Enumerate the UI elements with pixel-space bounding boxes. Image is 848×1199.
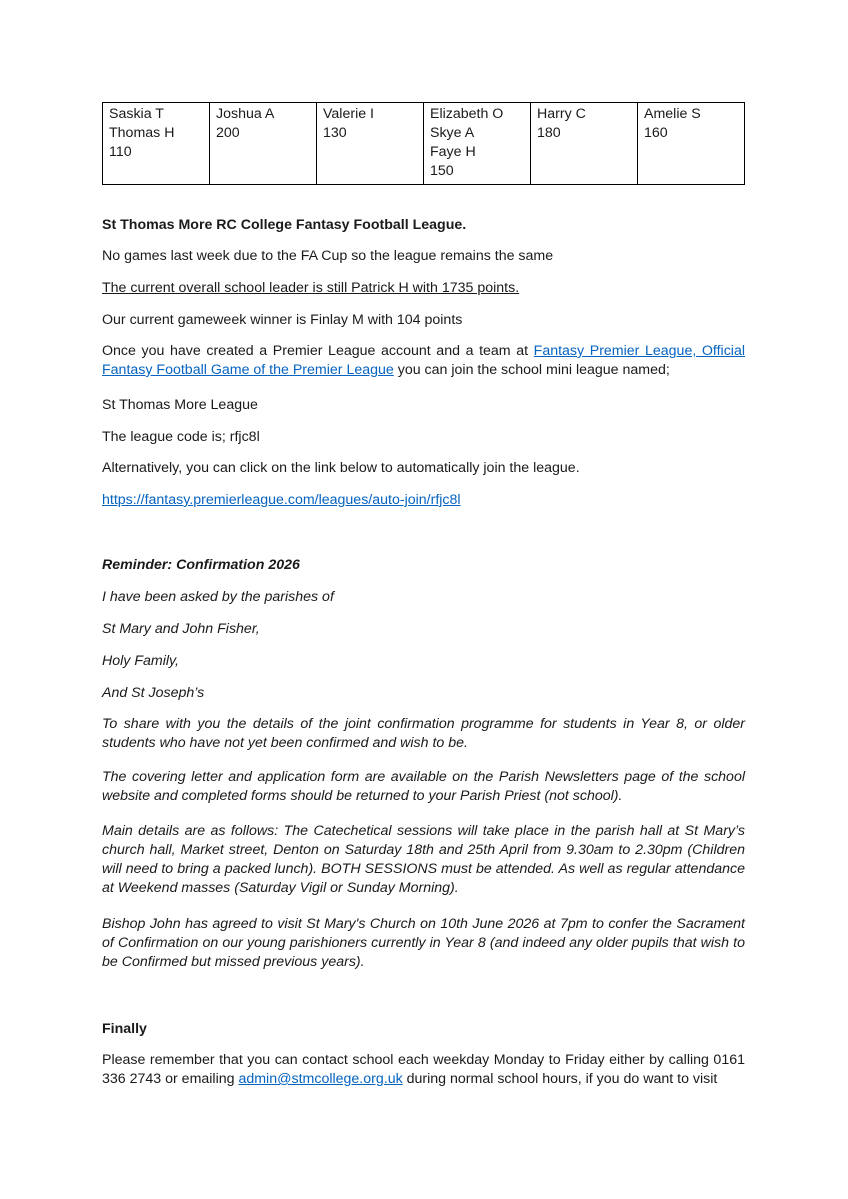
fantasy-premier-league-link[interactable]: Fantasy Premier League, Official Fantasy Football Game of the Premier League bbox=[102, 343, 745, 378]
join-text: you can join the school mini league named; bbox=[393, 362, 670, 378]
cell-line: 150 bbox=[430, 163, 454, 179]
cell-line: 110 bbox=[109, 144, 132, 160]
confirmation-details-paragraph: Main details are as follows: The Catechetical sessions will take place in the parish hall at St Mary’s church hall, Market street, Denton on Saturday 18th and 25th April from 9.30am to 2.30pm (Children will need to bring a packed lunch). BOTH SESSIONS must be attended. As well as regular attendance at Weekend masses (Saturday Vigil or Sunday Morning). bbox=[102, 823, 745, 896]
scores-table bbox=[102, 102, 745, 185]
fantasy-leader-text: The current overall school leader is still Patrick H with 1735 points. bbox=[102, 280, 520, 296]
table-cell bbox=[317, 103, 424, 185]
fantasy-paragraph: No games last week due to the FA Cup so the league remains the same bbox=[102, 248, 554, 264]
fantasy-league-name: St Thomas More League bbox=[102, 397, 258, 413]
cell-line: Joshua A bbox=[216, 106, 275, 122]
confirmation-paragraph: The covering letter and application form are available on the Parish Newsletters page of the school website and completed forms should be returned to your Parish Priest (not school). bbox=[102, 769, 745, 804]
fantasy-join-paragraph bbox=[102, 342, 745, 380]
confirmation-paragraph: I have been asked by the parishes of bbox=[102, 589, 334, 605]
fantasy-league-code: The league code is; rfjc8l bbox=[102, 429, 260, 445]
table-row bbox=[103, 103, 745, 185]
cell-line: Valerie I bbox=[323, 106, 374, 122]
fantasy-paragraph: Our current gameweek winner is Finlay M with 104 points bbox=[102, 312, 463, 328]
fantasy-heading: St Thomas More RC College Fantasy Football League. bbox=[102, 217, 467, 233]
cell-line: Amelie S bbox=[644, 106, 701, 122]
table-cell bbox=[638, 103, 745, 185]
contact-text: Please remember that you can contact school each weekday Monday to Friday either by calling 0161 336 2743 or emailing bbox=[102, 1052, 745, 1087]
contact-text: during normal school hours, if you do want to visit bbox=[402, 1071, 718, 1087]
confirmation-paragraph: And St Joseph’s bbox=[102, 685, 205, 701]
join-text: Once you have created a Premier League account and a team at bbox=[102, 343, 534, 359]
table-cell bbox=[103, 103, 210, 185]
cell-line: Harry C bbox=[537, 106, 586, 122]
cell-line: 200 bbox=[216, 125, 240, 141]
cell-line: 180 bbox=[537, 125, 561, 141]
confirmation-paragraph: St Mary and John Fisher, bbox=[102, 621, 260, 637]
confirmation-paragraph: To share with you the details of the joint confirmation programme for students in Year 8, or older students who have not yet been confirmed and wish to be. bbox=[102, 716, 745, 751]
fantasy-paragraph: Alternatively, you can click on the link below to automatically join the league. bbox=[102, 460, 580, 476]
cell-line: Skye A bbox=[430, 125, 475, 141]
school-email-link[interactable]: admin@stmcollege.org.uk bbox=[238, 1071, 403, 1087]
cell-line: Saskia T bbox=[109, 106, 164, 122]
finally-paragraph bbox=[102, 1051, 745, 1089]
cell-line: Faye H bbox=[430, 144, 476, 160]
confirmation-paragraph: Holy Family, bbox=[102, 653, 179, 669]
table-cell bbox=[210, 103, 317, 185]
cell-line: 160 bbox=[644, 125, 668, 141]
auto-join-link[interactable]: https://fantasy.premierleague.com/leagues/auto-join/rfjc8l bbox=[102, 492, 461, 508]
finally-heading: Finally bbox=[102, 1021, 147, 1037]
cell-line: Thomas H bbox=[109, 125, 175, 141]
table-cell bbox=[531, 103, 638, 185]
cell-line: Elizabeth O bbox=[430, 106, 504, 122]
fantasy-join-link-line bbox=[102, 491, 745, 510]
cell-line: 130 bbox=[323, 125, 347, 141]
confirmation-heading: Reminder: Confirmation 2026 bbox=[102, 557, 300, 573]
confirmation-bishop-paragraph: Bishop John has agreed to visit St Mary's Church on 10th June 2026 at 7pm to confer the Sacrament of Confirmation on our young parishioners currently in Year 8 (and indeed any older pupils that wish to be Confirmed but missed previous years). bbox=[102, 916, 745, 970]
table-cell bbox=[424, 103, 531, 185]
